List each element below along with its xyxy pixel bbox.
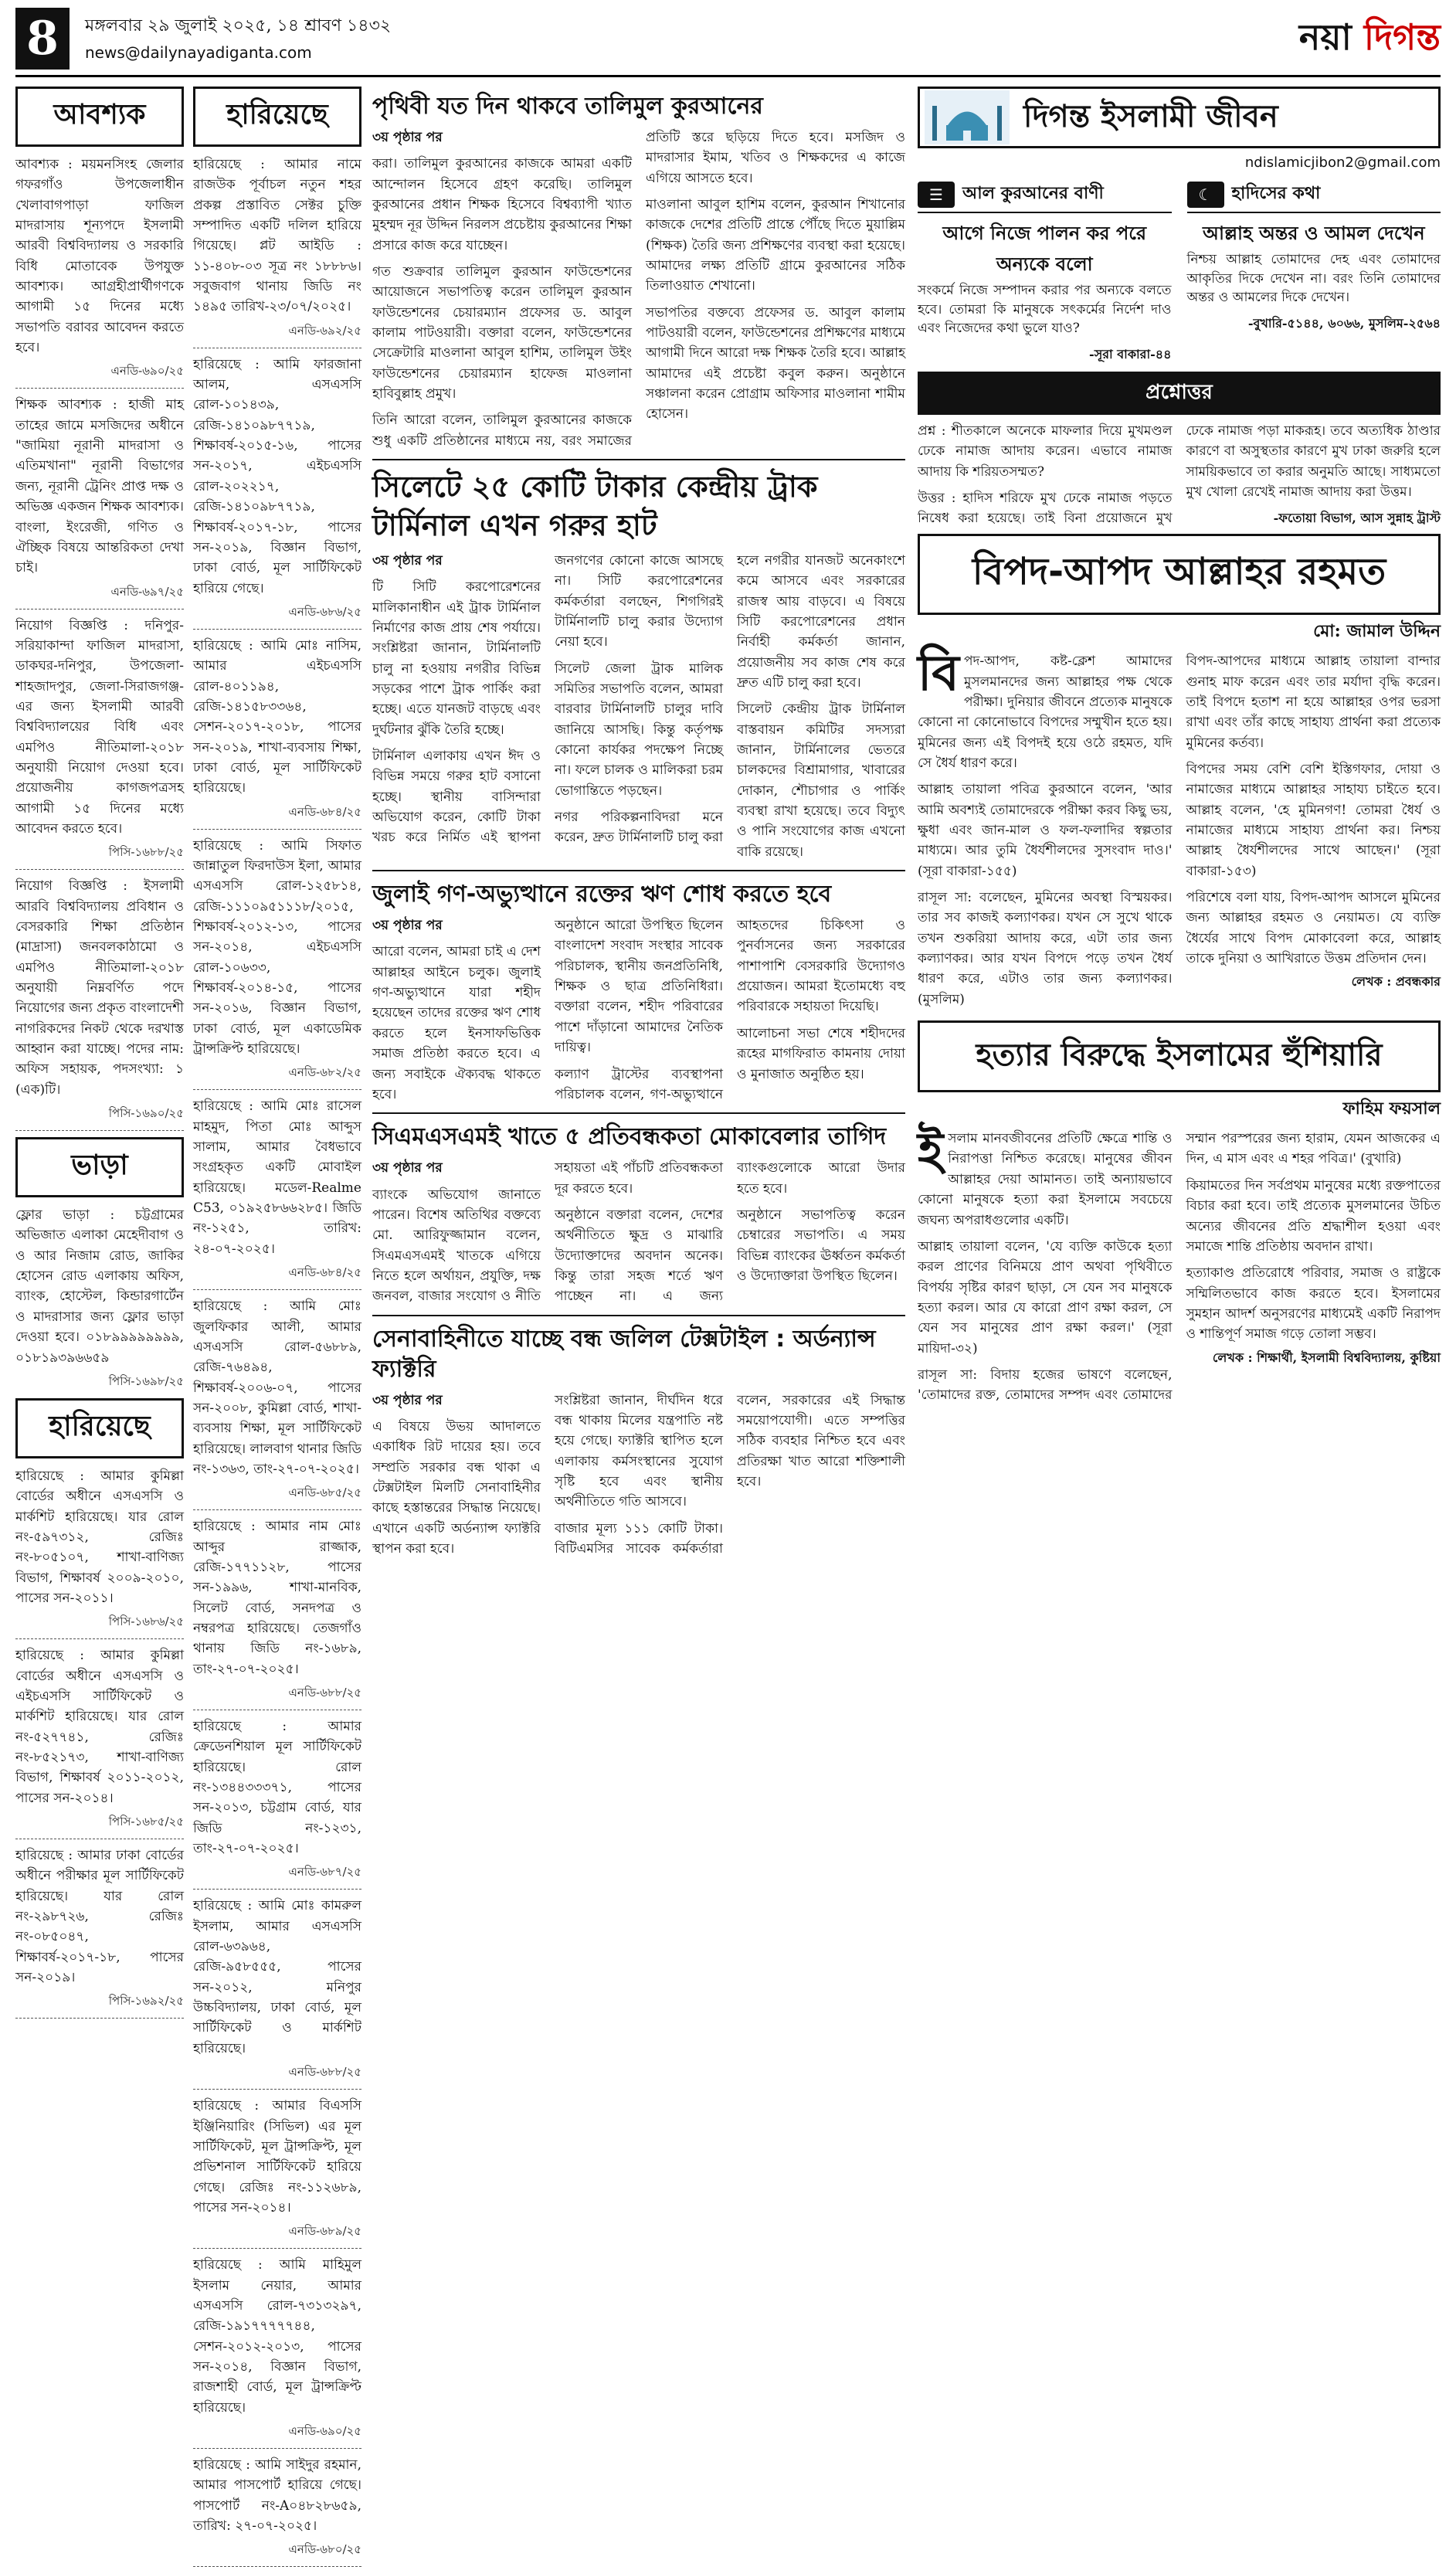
article-paragraph: নগর পরিকল্পনাবিদরা মনে করেন, দ্রুত টার্মিনালটি চালু করা হলে নগরীর যানজট অনেকাংশে কমে আসবে এবং সরকারের রাজস্ব আয় বাড়বে। এ বিষয়ে সিটি করপোরেশনের প্রধান নির্বাহী কর্মকর্তা জানান, প্রয়োজনীয় সব কাজ শেষ করে দ্রুত এটি চালু করা হবে। [555,552,905,846]
quran-tab-label: আল কুরআনের বাণী [962,184,1104,203]
ad-code: এনডি-৬৮৯/২৫ [288,2224,361,2239]
classified-ad: হারিয়েছে : আমার নাম মোঃ আব্দুর রাজ্জাক, রেজি-১৭৭১১২৮, পাসের সন-১৯৯৬, শাখা-মানবিক, সিলেট বোর্ড, সনদপত্র ও নম্বরপত্র হারিয়েছে। তেজগাঁও থানায় জিডি নং-১৬৮৯, তাং-২৭-০৭-২০২৫। [193,1519,361,1677]
ad-code: এনডি-৬৮৮/২৫ [288,1686,361,1699]
continued-label: ৩য় পৃষ্ঠার পর [372,130,443,145]
ad-code: এনডি-৬৯২/২৫ [288,323,361,338]
ad-code: এনডি-৬৯০/২৫ [288,2423,361,2438]
ad-code: এনডি-৬৮৪/২৫ [288,1265,361,1280]
ad-code: পিসি-১৬৯২/২৫ [108,1994,184,2008]
article-paragraph: এ বিষয়ে উভয় আদালতে একাধিক রিট দায়ের হয়। তবে সম্প্রতি সরকার বন্ধ থাকা এ টেক্সটাইল মিলটি সেনাবাহিনীর কাছে হস্তান্তরের সিদ্ধান্ত নিয়েছে। এখানে একটি অর্ডন্যান্স ফ্যাক্টরি স্থাপন করা হবে। [372,1418,541,1557]
article-army-body [372,1390,905,1560]
islamic-life-section [918,87,1441,2250]
classified-ad: আবশ্যক : ময়মনসিংহ জেলার গফরগাঁও উপজেলাধীন খেলাবাগপাড়া ফাজিল মাদরাসায় শূন্যপদে ইসলামী আরবী বিশ্ববিদ্যালয় ও সরকারি বিধি মোতাবেক উপযুক্ত আবশ্যক। আগ্রহীপ্রার্থীগণকে আগামী ১৫ দিনের মধ্যে সভাপতি বরাবর আবেদন করতে হবে। [15,157,184,356]
page-header [15,8,1441,77]
article-calamity-note: লেখক : প্রবন্ধকার [1351,974,1441,990]
headline-sylhet: সিলেটে ২৫ কোটি টাকার কেন্দ্রীয় ট্রাক টার্মিনাল এখন গরুর হাট [372,470,818,542]
hadith-quote [1187,219,1441,365]
mosque-icon [925,90,1010,144]
article-paragraph: সিলেট জেলা ট্রাক মালিক সমিতির সভাপতি বলেন, আমরা বারবার টার্মিনালটি চালুর দাবি জানিয়ে আসছি। কিন্তু কর্তৃপক্ষ কোনো কার্যকর পদক্ষেপ নিচ্ছে না। ফলে চালক ও মালিকরা চরম ভোগান্তিতে পড়ছেন। [555,660,723,799]
article-author-murder: ফাহিম ফয়সাল [1342,1098,1441,1119]
article-paragraph: বিপদের সময় বেশি বেশি ইস্তিগফার, দোয়া ও নামাজের মাধ্যমে আল্লাহর সাহায্য চাইতে হবে। আল্লাহ বলেন, 'হে মুমিনগণ! তোমরা ধৈর্য ও নামাজের মাধ্যমে সাহায্য প্রার্থনা কর। নিশ্চয় আল্লাহ ধৈর্যশীলদের সাথে আছেন।' (সূরা বাকারা-১৫৩) [1186,762,1441,879]
headline-july: জুলাই গণ-অভ্যুত্থানে রক্তের ঋণ শোধ করতে হবে [372,881,832,908]
hadith-quote-heading: আল্লাহ অন্তর ও আমল দেখেন [1202,222,1425,244]
article-paragraph: গত শুক্রবার তালিমুল কুরআন ফাউন্ডেশনের আয়োজনে সভাপতিত্ব করেন তালিমুল কুরআন ফাউন্ডেশনের চেয়ারম্যান প্রফেসর ড. আবুল কালাম পাটওয়ারী। বক্তারা বলেন, ফাউন্ডেশনের সেক্রেটারি মাওলানা আবুল হাশিম, তালিমুল উইং ফাউন্ডেশনের চেয়ারম্যান হাফেজ মাওলানা হাবিবুল্লাহ প্রমুখ। [372,264,632,402]
article-paragraph: আল্লাহ তায়ালা পবিত্র কুরআনে বলেন, 'আর আমি অবশ্যই তোমাদেরকে পরীক্ষা করব কিছু ভয়, ক্ষুধা এবং জান-মাল ও ফল-ফলাদির স্বল্পতার মাধ্যমে। আর তুমি ধৈর্যশীলদের সুসংবাদ দাও।' (সূরা বাকারা-১৫৫) [918,782,1173,879]
quran-quote-heading: আগে নিজে পালন কর পরে অন্যকে বলো [942,222,1147,275]
article-quran-body [372,127,905,451]
article-sylhet-body [372,551,905,862]
classifieds-column [15,87,184,2250]
classified-ad: হারিয়েছে : আমি ফারজানা আলম, এসএসসি রোল-১০১৪৩৯, রেজি-১৪১০৯৮৭৭১৯, শিক্ষাবর্ষ-২০১৫-১৬, পাসের সন-২০১৭, এইচএসসি রোল-২০২২১৭, রেজি-১৪১০৯৮৭৭১৯, শিক্ষাবর্ষ-২০১৭-১৮, পাসের সন-২০১৯, বিজ্ঞান বিভাগ, ঢাকা বোর্ড, মূল সার্টিফিকেট হারিয়ে গেছে। [193,356,361,596]
qa-title: প্রশ্নোত্তর [918,372,1441,415]
lost-column [193,87,361,2557]
section-title-wanted: আবশ্যক [15,87,184,147]
qa-source: -ফতোয়া বিভাগ, আস সুন্নাহ ট্রাস্ট [1273,511,1441,526]
article-paragraph: হত্যাকাণ্ড প্রতিরোধে পরিবার, সমাজ ও রাষ্ট্রকে সম্মিলিতভাবে কাজ করতে হবে। ইসলামের সুমহান আদর্শ অনুসরণের মাধ্যমেই একটি নিরাপদ ও শান্তিপূর্ণ সমাজ গড়ে তোলা সম্ভব। [1186,1265,1441,1343]
qa-question: প্রশ্ন : শীতকালে অনেকে মাফলার দিয়ে মুখমণ্ডল ঢেকে নামাজ আদায় করেন। এভাবে নামাজ আদায় কি শরিয়তসম্মত? [918,423,1173,480]
continued-label: ৩য় পৃষ্ঠার পর [372,918,443,934]
ad-code: এনডি-৬৯৭/২৫ [110,584,184,599]
ad-code: পিসি-১৬৮৬/২৫ [108,1615,184,1629]
section-title-lost-2: হারিয়েছে [193,87,361,147]
masthead-logo [1299,11,1441,70]
classified-ad: হারিয়েছে : আমার কুমিল্লা বোর্ডের অধীনে এসএসসি ও এইচএসসি সার্টিফিকেট ও মার্কশিট হারিয়েছে। যার রোল নং-৫২৭৭৪১, রেজিঃ নং-৮৫২১৭৩, শাখা-বাণিজ্য বিভাগ, শিক্ষাবর্ষ ২০১১-২০১২, পাসের সন-২০১৪। [15,1648,184,1806]
continued-label: ৩য় পৃষ্ঠার পর [372,1392,443,1408]
ad-code: পিসি-১৬৯০/২৫ [108,1106,184,1121]
quran-quote-text: সংকর্মে নিজে সম্পাদন করার পর অন্যকে বলতে হবে। তোমরা কি মানুষকে সৎকর্মের নির্দেশ দাও এবং নিজেদের কথা ভুলে যাও? [918,283,1172,337]
quran-quote-source: -সূরা বাকারা-৪৪ [1089,346,1172,362]
classified-ad: হারিয়েছে : আমার বিএসসি ইঞ্জিনিয়ারিং (সিভিল) এর মূল সার্টিফিকেট, মূল ট্রান্সক্রিপ্ট, মূল প্রভিশনাল সার্টিফিকেট হারিয়ে গেছে। রেজিঃ নং-১১২৬৮৯, পাসের সন-২০১৪। [193,2098,361,2216]
classified-ad: হারিয়েছে : আমি মাহিমুল ইসলাম নেয়ার, আমার এসএসসি রোল-৭৩১৩২৯৭, রেজি-১৯১৭৭৭৭৭৪৪, সেশন-২০১২-২০১৩, পাসের সন-২০১৪, বিজ্ঞান বিভাগ, রাজশাহী বোর্ড, মূল ট্রান্সক্রিপ্ট হারিয়েছে। [193,2257,361,2416]
article-paragraph: টার্মিনাল এলাকায় এখন ঈদ ও বিভিন্ন সময়ে গরুর হাট বসানো হচ্ছে। স্থানীয় বাসিন্দারা অভিযোগ করেন, কোটি টাকা খরচ করে নির্মিত এই স্থাপনা জনগণের কোনো কাজে আসছে না। সিটি করপোরেশনের কর্মকর্তারা বলছেন, শিগগিরই টার্মিনালটি চালু করার উদ্যোগ নেয়া হবে। [372,552,723,846]
book-icon: ☰ [918,182,955,208]
section-title-rent: ভাড়া [15,1137,184,1197]
article-paragraph: আরো বলেন, আমরা চাই এ দেশ আল্লাহর আইনে চলুক। জুলাই গণ-অভ্যুত্থানে যারা শহীদ হয়েছেন তাদের রক্তের ঋণ শোধ করতে হলে ইনসাফভিত্তিক সমাজ প্রতিষ্ঠা করতে হবে। এ জন্য সবাইকে ঐক্যবদ্ধ থাকতে হবে। [372,944,541,1102]
article-paragraph: টি সিটি করপোরেশনের মালিকানাধীন এই ট্রাক টার্মিনাল নির্মাণের কাজ প্রায় শেষ পর্যায়ে। সংশ্লিষ্টরা জানান, টার্মিনালটি চালু না হওয়ায় নগরীর বিভিন্ন সড়কের পাশে ট্রাক পার্কিং করা হচ্ছে। এতে যানজট বাড়ছে এবং দুর্ঘটনার ঝুঁকি তৈরি হচ্ছে। [372,579,541,738]
article-paragraph: রাসূল সা: বিদায় হজের ভাষণে বলেছেন, 'তোমাদের রক্ত, তোমাদের সম্পদ এবং তোমাদের সম্মান পরস্পরের জন্য হারাম, যেমন আজকের এ দিন, এ মাস এবং এ শহর পবিত্র।' (বুখারি) [918,1131,1441,1404]
article-july-body [372,915,905,1105]
article-paragraph: সিলেট কেন্দ্রীয় ট্রাক টার্মিনাল বাস্তবায়ন কমিটির সদস্যরা জানান, টার্মিনালের ভেতরে চালকদের বিশ্রামাগার, খাবারের দোকান, শৌচাগার ও পার্কিং ব্যবস্থা রাখা হয়েছে। তবে বিদ্যুৎ ও পানি সংযোগের কাজ এখনো বাকি রয়েছে। [737,701,905,860]
article-murder-note: লেখক : শিক্ষার্থী, ইসলামী বিশ্ববিদ্যালয়, কুষ্টিয়া [1212,1350,1441,1365]
headline-army: সেনাবাহিনীতে যাচ্ছে বন্ধ জলিল টেক্সটাইল : অর্ডন্যান্স ফ্যাক্টরি [372,1325,876,1383]
classified-ad: হারিয়েছে : আমি সাইদুর রহমান, আমার পাসপোর্ট হারিয়ে গেছে। পাসপোর্ট নং-A০৪৮২৮৬৫৯, তারিখ: ২৭-০৭-২০২৫। [193,2457,361,2534]
article-paragraph: কিয়ামতের দিন সর্বপ্রথম মানুষের মধ্যে রক্তপাতের বিচার করা হবে। তাই প্রত্যেক মুসলমানের উচিত অন্যের জীবনের প্রতি শ্রদ্ধাশীল হওয়া এবং সমাজে শান্তি প্রতিষ্ঠায় অবদান রাখা। [1186,1177,1441,1255]
article-paragraph: কল্যাণ ট্রাস্টের ব্যবস্থাপনা পরিচালক বলেন, গণ-অভ্যুত্থানে আহতদের চিকিৎসা ও পুনর্বাসনের জন্য সরকারের পাশাপাশি বেসরকারি উদ্যোগও প্রয়োজন। আমরা ইতোমধ্যে বহু পরিবারকে সহায়তা দিয়েছি। [555,918,905,1102]
qa-body [918,421,1441,529]
ad-code: পিসি-১৬৮৫/২৫ [108,1815,184,1828]
article-paragraph: মাওলানা আবুল হাশিম বলেন, কুরআন শিখানোর কাজকে দেশের প্রতিটি প্রান্তে পৌঁছে দিতে মুয়াল্লিম (শিক্ষক) তৈরি জন্য প্রশিক্ষণের ব্যবস্থা করা হয়েছে। আমাদের লক্ষ্য প্রতিটি গ্রামে কুরআনের সঠিক তিলাওয়াত শেখানো। [646,197,905,294]
classified-ad: হারিয়েছে : আমার নামে রাজউক পূর্বাচল নতুন শহর প্রকল্প প্রস্তাবিত সেক্টর চুক্তি সম্পাদিত একটি দলিল হারিয়ে গিয়েছে। প্লট আইডি : ১১-৪০৮-০৩ সূত্র নং ১৮৮৮৬। সবুজবাগ থানায় জিডি নং ১৪৯৫ তারিখ-২৩/০৭/২০২৫। [193,157,361,315]
article-paragraph: করা। তালিমুল কুরআনের কাজকে আমরা একটি আন্দোলন হিসেবে গ্রহণ করেছি। তালিমুল কুরআনের প্রধান শিক্ষক হিসেবে বিশ্বব্যাপী খ্যাত মুহম্মদ নূর উদ্দিন নিরলস প্রচেষ্টায় কুরআনের শিক্ষা প্রসারে কাজ করে যাচ্ছেন। [372,156,632,253]
crescent-icon: ☾ [1187,182,1224,208]
issue-date: মঙ্গলবার ২৯ জুলাই ২০২৫, ১৪ শ্রাবণ ১৪৩২ [85,16,392,36]
section-title-lost: হারিয়েছে [15,1398,184,1458]
classified-ad: নিয়োগ বিজ্ঞপ্তি : ইসলামী আরবি বিশ্ববিদ্যালয় প্রবিধান ও বেসরকারি শিক্ষা প্রতিষ্ঠান (মাদ্রাসা) জনবলকাঠামো ও এমপিও নীতিমালা-২০১৮ অনুযায়ী নিম্নবর্ণিত পদে নিয়োগের জন্য প্রকৃত বাংলাদেশী নাগরিকদের নিকট থেকে দরখাস্ত আহ্বান করা যাচ্ছে। পদের নাম: অফিস সহায়ক, পদসংখ্যা: ১ (এক)টি। [15,878,184,1098]
article-paragraph: ইসলাম মানবজীবনের প্রতিটি ক্ষেত্রে শান্তি ও নিরাপত্তা নিশ্চিত করেছে। মানুষের জীবন আল্লাহর দেয়া আমানত। তাই অন্যায়ভাবে কোনো মানুষকে হত্যা করা ইসলামে সবচেয়ে জঘন্য অপরাধগুলোর একটি। [918,1122,1173,1228]
classified-ad: হারিয়েছে : আমি মোঃ কামরুল ইসলাম, আমার এসএসসি রোল-৬৩৯৬৪, রেজি-৯৫৮৫৫৫, পাসের সন-২০১২, মনিপুর উচ্চবিদ্যালয়, ঢাকা বোর্ড, মূল সার্টিফিকেট ও মার্কশিট হারিয়েছে। [193,1898,361,2056]
classified-ad: নিয়োগ বিজ্ঞপ্তি : দনিপুর-সরিয়াকান্দা ফাজিল মাদরাসা, ডাকঘর-দনিপুর, উপজেলা-শাহজাদপুর, জেলা-সিরাজগঞ্জ-এর জন্য ইসলামী আরবী বিশ্ববিদ্যালয়ের বিধি এবং এমপিও নীতিমালা-২০১৮ অনুযায়ী নিয়োগ দেওয়া হবে। প্রয়োজনীয় কাগজপত্রসহ আগামী ১৫ দিনের মধ্যে আবেদন করতে হবে। [15,617,184,837]
classified-ad: হারিয়েছে : আমি মোঃ নাসিম, আমার এইচএসসি রোল-৪০১১৯৪, রেজি-১৪১৫৮৩৩৬৪, সেশন-২০১৭-২০১৮, পাসের সন-২০১৯, শাখা-ব্যবসায় শিক্ষা, ঢাকা বোর্ড, মূল সার্টিফিকেট হারিয়েছে। [193,637,361,796]
continued-label: ৩য় পৃষ্ঠার পর [372,1160,443,1177]
classified-ad: হারিয়েছে : আমি সিফাত জান্নাতুল ফিরদাউস ইলা, আমার এসএসসি রোল-১২৫৮১৪, রেজি-১১১০৯৫১১১৮/২০১৫, শিক্ষাবর্ষ-২০১২-১৩, পাসের সন-২০১৪, এইচএসসি রোল-১০৬৩৩, শিক্ষাবর্ষ-২০১৪-১৫, পাসের সন-২০১৬, বিজ্ঞান বিভাগ, ঢাকা বোর্ড, মূল একাডেমিক ট্রান্সক্রিপ্ট হারিয়েছে। [193,837,361,1058]
islamic-section-title: দিগন্ত ইসলামী জীবন [1023,98,1278,134]
article-cmsme-body [372,1158,905,1306]
article-paragraph: অনুষ্ঠানে বক্তারা বলেন, দেশের অর্থনীতিতে ক্ষুদ্র ও মাঝারি উদ্যোক্তাদের অবদান অনেক। কিন্তু তারা সহজ শর্তে ঋণ পাচ্ছেন না। এ জন্য ব্যাংকগুলোকে আরো উদার হতে হবে। [555,1160,905,1305]
page-number: 8 [15,8,70,70]
quran-quote [918,219,1172,365]
classified-ad: হারিয়েছে : আমার ঢাকা বোর্ডের অধীনে পরীক্ষার মূল সার্টিফিকেট হারিয়েছে। যার রোল নং-২৯৮৭২৬, রেজিঃ নং-০৮৫০৪৭, শিক্ষাবর্ষ-২০১৭-১৮, পাসের সন-২০১৯। [15,1848,184,1986]
classified-ad: হারিয়েছে : আমার ক্রেডেনশিয়াল মূল সার্টিফিকেট হারিয়েছে। রোল নং-১৩৪৪৩৩৩৭১, পাসের সন-২০১৩, চট্টগ্রাম বোর্ড, যার জিডি নং-১২৩১, তাং-২৭-০৭-২০২৫। [193,1719,361,1857]
ad-code: এনডি-৬৮০/২৫ [288,2542,361,2557]
islamic-section-email[interactable]: ndislamicjibon2@gmail.com [1244,154,1441,171]
article-paragraph: আল্লাহ তায়ালা বলেন, 'যে ব্যক্তি কাউকে হত্যা করল প্রাণের বিনিময়ে প্রাণ অথবা পৃথিবীতে বিপর্যয় সৃষ্টির কারণ ছাড়া, সে যেন সব মানুষকে হত্যা করল। আর যে কারো প্রাণ রক্ষা করল, সে যেন সব মানুষের প্রাণ রক্ষা করল।' (সূরা মায়িদা-৩২) [918,1238,1173,1357]
hadith-tab [1187,177,1441,213]
article-paragraph: বিপদ-আপদের মাধ্যমে আল্লাহ তায়ালা বান্দার গুনাহ মাফ করেন এবং তার মর্যাদা বৃদ্ধি করেন। তাই বিপদে হতাশ না হয়ে আল্লাহর ওপর ভরসা রাখা এবং তাঁর কাছে সাহায্য প্রার্থনা করা প্রত্যেক মুমিনের কর্তব্য। [1186,654,1441,751]
hadith-quote-source: -বুখারি-৫১৪৪, ৬০৬৬, মুসলিম-২৫৬৪ [1247,315,1441,331]
classified-ad: হারিয়েছে : আমার কুমিল্লা বোর্ডের অধীনে এসএসসি ও মার্কশিট হারিয়েছে। যার রোল নং-৫৯৭৩১২, রেজিঃ নং-৮০৫১০৭, শাখা-বাণিজ্য বিভাগ, শিক্ষাবর্ষ ২০০৯-২০১০, পাসের সন-২০১১। [15,1468,184,1606]
article-murder-body [918,1122,1441,1405]
qa-answer: উত্তর : হাদিস শরিফে মুখ ঢেকে নামাজ পড়তে নিষেধ করা হয়েছে। তাই বিনা প্রয়োজনে মুখ ঢেকে নামাজ পড়া মাকরূহ। তবে অত্যধিক ঠাণ্ডার কারণে বা অসুস্থতার কারণে মুখ ঢাকা জরুরি হলে সাময়িকভাবে তা করার অনুমতি আছে। সাধ্যমতো মুখ খোলা রেখেই নামাজ আদায় করা উত্তম। [918,423,1441,527]
ad-code: এনডি-৬৮৫/২৫ [288,1486,361,1500]
article-author-calamity: মো: জামাল উদ্দিন [1313,621,1441,642]
article-paragraph: বিপদ-আপদ, কষ্ট-ক্লেশ আমাদের মুসলমানদের জন্য আল্লাহর পক্ষ থেকে পরীক্ষা। দুনিয়ার জীবনে প্রত্যেক মানুষকে কোনো না কোনোভাবে বিপদের সম্মুখীন হতে হয়। মুমিনের জন্য এই বিপদই হয়ে ওঠে রহমত, যদি সে ধৈর্য ধারণ করে। [918,644,1173,772]
ad-code: এনডি-৬৮৪/২৫ [288,804,361,819]
news-column [372,87,905,2250]
article-title-murder: হত্যার বিরুদ্ধে ইসলামের হুঁশিয়ারি [918,1020,1441,1092]
brand-part-a: নয়া [1298,16,1364,58]
hadith-tab-label: হাদিসের কথা [1231,184,1321,203]
headline-cmsme: সিএমএসএমই খাতে ৫ প্রতিবন্ধকতা মোকাবেলার তাগিদ [372,1123,887,1151]
classified-ad: হারিয়েছে : আমি মোঃ জুলফিকার আলী, আমার এসএসসি রোল-৫৬৮৮৯, রেজি-৭৬৪৯৪, শিক্ষাবর্ষ-২০০৬-০৭, পাসের সন-২০০৮, কুমিল্লা বোর্ড, শাখা-ব্যবসায় শিক্ষা, মূল সার্টিফিকেট হারিয়েছে। লালবাগ থানার জিডি নং-১৩৬৩, তাং-২৭-০৭-২০২৫। [193,1299,361,1477]
article-paragraph: সংশ্লিষ্টরা জানান, দীর্ঘদিন ধরে বন্ধ থাকায় মিলের যন্ত্রপাতি নষ্ট হয়ে গেছে। ফ্যাক্টরি স্থাপিত হলে এলাকায় কর্মসংস্থানের সুযোগ সৃষ্টি হবে এবং স্থানীয় অর্থনীতিতে গতি আসবে। [555,1392,723,1510]
article-title-calamity: বিপদ-আপদ আল্লাহর রহমত [918,534,1441,615]
ad-code: এনডি-৬৮৬/২৫ [288,604,361,619]
islamic-banner [918,87,1441,148]
ad-code: এনডি-৬৮২/২৫ [288,1065,361,1080]
rent-ad: ফ্লোর ভাড়া : চট্টগ্রামের অভিজাত এলাকা মেহেদীবাগ ও ও আর নিজাম রোড, জাকির হোসেন রোড এলাকায় অফিস, ব্যাংক, হোস্টেল, কিন্ডারগার্টেন ও মাদরাসার জন্য ফ্লোর ভাড়া দেওয়া হবে। ০১৮৯৯৯৯৯৯৯৯, ০১৮১৯৩৯৬৬৫৯ [15,1207,184,1366]
ad-code: পিসি-১৬৯৮/২৫ [108,1373,184,1388]
ad-code: এনডি-৬৯০/২৫ [110,364,184,379]
article-paragraph: তিনি আরো বলেন, তালিমুল কুরআনের কাজকে শুধু একটি প্রতিষ্ঠানের মাধ্যমে নয়, বরং সমাজের প্রতিটি স্তরে ছড়িয়ে দিতে হবে। মসজিদ ও মাদরাসার ইমাম, খতিব ও শিক্ষকদের এ কাজে এগিয়ে আসতে হবে। [372,130,905,449]
ad-code: এনডি-৬৮৭/২৫ [288,1865,361,1879]
newsroom-email[interactable]: news@dailynayadiganta.com [85,43,312,62]
article-calamity-body [918,644,1441,1010]
continued-label: ৩য় পৃষ্ঠার পর [372,552,443,569]
quran-tab [918,177,1172,213]
article-paragraph: সভাপতির বক্তব্যে প্রফেসর ড. আবুল কালাম পাটওয়ারী বলেন, ফাউন্ডেশনের প্রশিক্ষণের মাধ্যমে আগামী দিনে আরো দক্ষ শিক্ষক তৈরি হবে। আল্লাহ আমাদের এই প্রচেষ্টা কবুল করুন। অনুষ্ঠানে সঞ্চালনা করেন প্রোগ্রাম অফিসার মাওলানা শামীম হোসেন। [646,304,905,423]
ad-code: পিসি-১৬৮৮/২৫ [108,845,184,860]
article-paragraph: অনুষ্ঠানে সভাপতিত্ব করেন চেম্বারের সভাপতি। এ সময় বিভিন্ন ব্যাংকের ঊর্ধ্বতন কর্মকর্তা ও উদ্যোক্তারা উপস্থিত ছিলেন। [737,1207,905,1284]
article-paragraph: বাজার মূল্য ১১১ কোটি টাকা। বিটিএমসির সাবেক কর্মকর্তারা বলেন, সরকারের এই সিদ্ধান্ত সময়োপযোগী। এতে সম্পত্তির সঠিক ব্যবহার নিশ্চিত হবে এবং প্রতিরক্ষা খাত আরো শক্তিশালী হবে। [555,1392,905,1557]
article-paragraph: পরিশেষে বলা যায়, বিপদ-আপদ আসলে মুমিনের জন্য আল্লাহর রহমত ও নেয়ামত। যে ব্যক্তি ধৈর্যের সাথে বিপদ মোকাবেলা করে, আল্লাহ তাকে দুনিয়া ও আখিরাতে উত্তম প্রতিদান দেন। [1186,890,1441,967]
article-paragraph: অনুষ্ঠানে আরো উপস্থিত ছিলেন বাংলাদেশ সংবাদ সংস্থার সাবেক পরিচালক, স্থানীয় জনপ্রতিনিধি, শিক্ষক ও ছাত্র প্রতিনিধিরা। বক্তারা বলেন, শহীদ পরিবারের পাশে দাঁড়ানো আমাদের নৈতিক দায়িত্ব। [555,918,723,1056]
brand-part-b: দিগন্ত [1363,16,1441,58]
classified-ad: হারিয়েছে : আমি মোঃ রাসেল মাহমুদ, পিতা মোঃ আব্দুস সালাম, আমার বৈধভাবে সংগ্রহকৃত একটি মোবাইল হারিয়েছে। মডেল-Realme C53, ০১৯২৫৮৬৬২৮৫। জিডি নং-১২৫১, তারিখ: ২৪-০৭-২০২৫। [193,1098,361,1257]
article-paragraph: ব্যাংকে অভিযোগ জানাতে পারেন। বিশেষ অতিথির বক্তব্যে মো. আরিফুজ্জামান বলেন, সিএমএসএমই খাতকে এগিয়ে নিতে হলে অর্থায়ন, প্রযুক্তি, দক্ষ জনবল, বাজার সংযোগ ও নীতি সহায়তা এই পাঁচটি প্রতিবন্ধকতা দূর করতে হবে। [372,1160,723,1305]
hadith-quote-text: নিশ্চয় আল্লাহ তোমাদের দেহ এবং তোমাদের আকৃতির দিকে দেখেন না। বরং তিনি তোমাদের অন্তর ও আমলের দিকে দেখেন। [1186,252,1441,306]
ad-code: এনডি-৬৮৮/২৫ [288,2065,361,2080]
article-paragraph: আলোচনা সভা শেষে শহীদদের রূহের মাগফিরাত কামনায় দোয়া ও মুনাজাত অনুষ্ঠিত হয়। [737,1025,905,1082]
headline-quran: পৃথিবী যত দিন থাকবে তালিমুল কুরআনের [372,93,763,120]
article-paragraph: রাসূল সা: বলেছেন, মুমিনের অবস্থা বিস্ময়কর। তার সব কাজই কল্যাণকর। যখন সে সুখে থাকে তখন শুকরিয়া আদায় করে, এটা তার জন্য কল্যাণকর। আর যখন বিপদে পড়ে তখন ধৈর্য ধারণ করে, এটাও তার জন্য কল্যাণকর। (মুসলিম) [918,890,1173,1007]
classified-ad: শিক্ষক আবশ্যক : হাজী মাহ তাহের জামে মসজিদের অধীনে "জামিয়া নূরানী মাদরাসা ও এতিমখানা" নূরানী বিভাগের জন্য, নূরানী ট্রেনিং প্রাপ্ত দক্ষ ও অভিজ্ঞ একজন শিক্ষক আবশ্যক। বাংলা, ইংরেজী, গণিত ও ঐচ্ছিক বিষয়ে আন্তরিকতা দেখা চাই। [15,397,184,576]
